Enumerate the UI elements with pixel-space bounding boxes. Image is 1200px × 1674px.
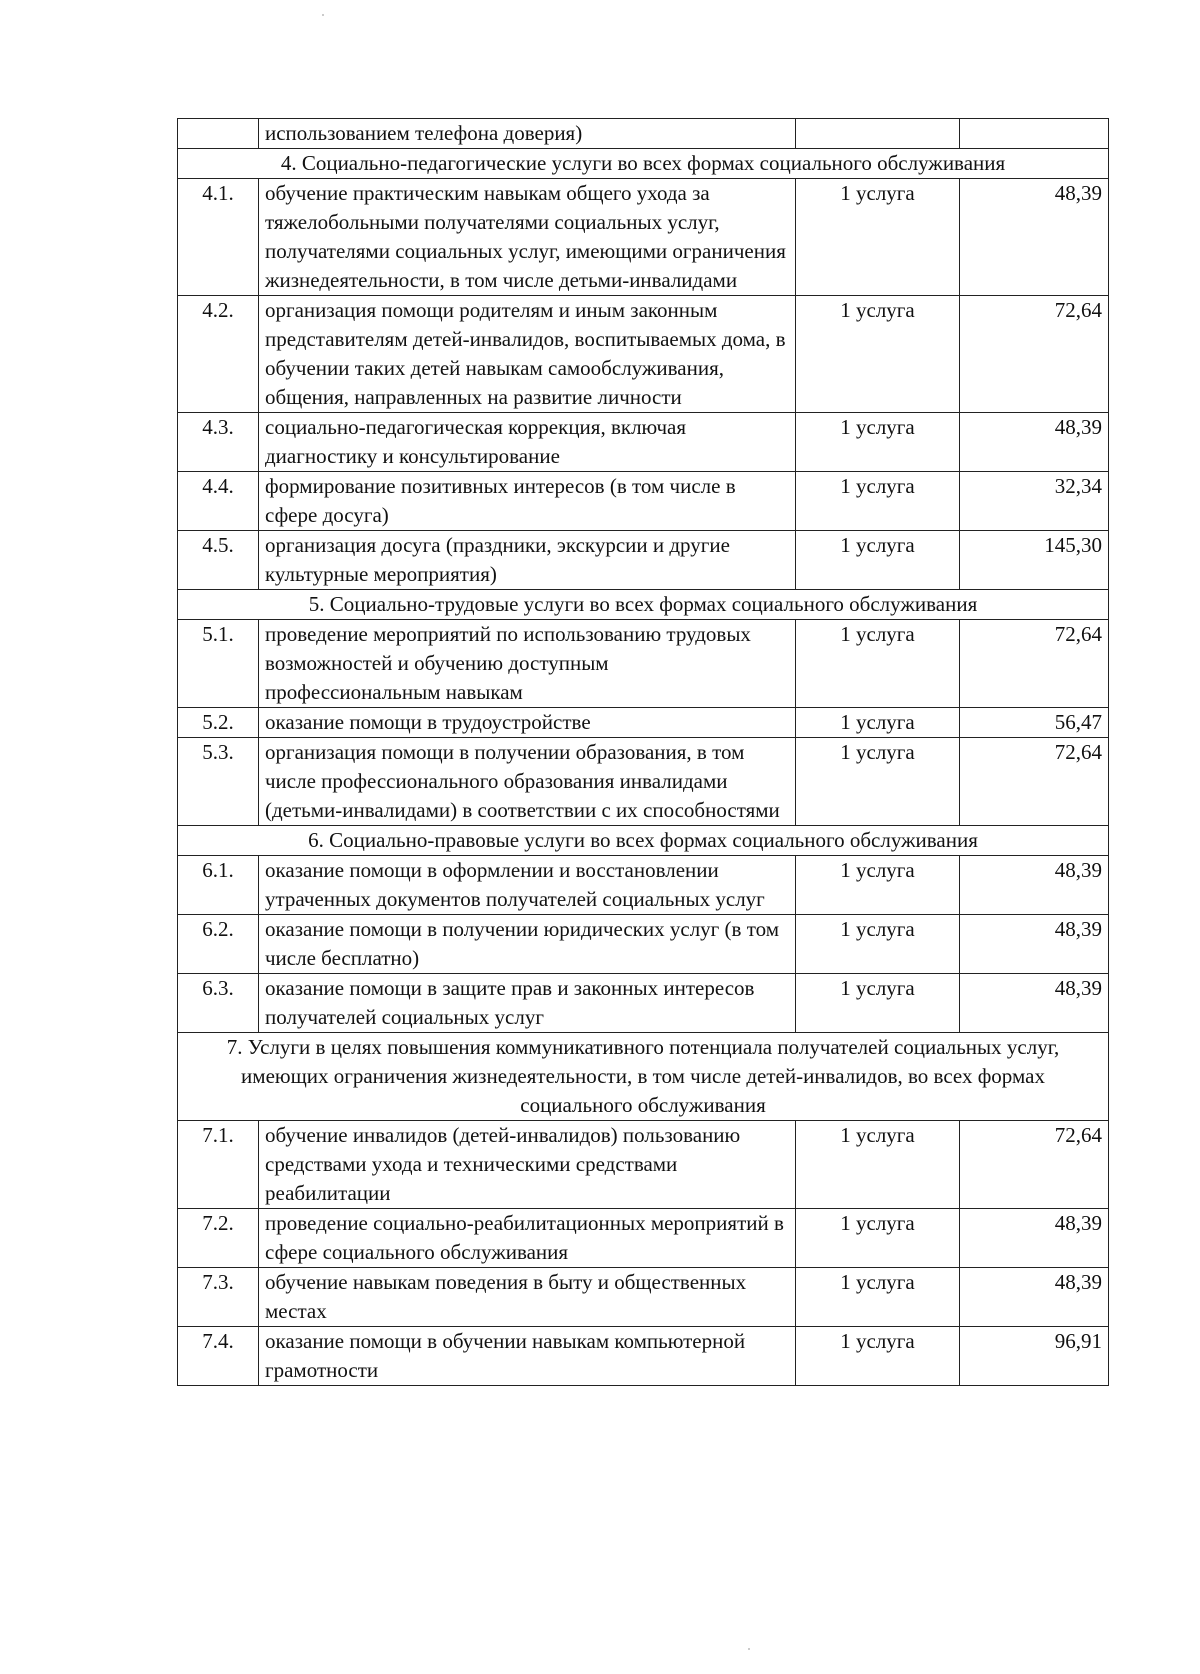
service-number: 4.2. (178, 296, 259, 413)
section-title: 7. Услуги в целях повышения коммуникативного потенциала получателей социальных услуг, имеющих ограничения жизнедеятельности, в том числе детей-инвалидов, во всех формах социального обслуживания (178, 1033, 1109, 1121)
service-name: организация досуга (праздники, экскурсии и другие культурные мероприятия) (259, 531, 796, 590)
service-price: 56,47 (960, 708, 1109, 738)
service-unit: 1 услуга (796, 179, 960, 296)
section-title: 4. Социально-педагогические услуги во всех формах социального обслуживания (178, 149, 1109, 179)
service-name: оказание помощи в получении юридических услуг (в том числе бесплатно) (259, 915, 796, 974)
service-row (178, 413, 1109, 472)
service-number: 7.3. (178, 1268, 259, 1327)
service-unit: 1 услуга (796, 620, 960, 708)
service-row (178, 856, 1109, 915)
section-header-row (178, 826, 1109, 856)
service-name: обучение практическим навыкам общего ухода за тяжелобольными получателями социальных услуг, получателями социальных услуг, имеющими ограничения жизнедеятельности, в том числе детьми-инвалидами (259, 179, 796, 296)
service-row (178, 472, 1109, 531)
service-name: организация помощи родителям и иным законным представителям детей-инвалидов, воспитываемых дома, в обучении таких детей навыкам самообслуживания, общения, направленных на развитие личности (259, 296, 796, 413)
service-row (178, 179, 1109, 296)
service-unit: 1 услуга (796, 472, 960, 531)
service-number: 6.2. (178, 915, 259, 974)
service-price: 145,30 (960, 531, 1109, 590)
service-name: социально-педагогическая коррекция, включая диагностику и консультирование (259, 413, 796, 472)
service-name: обучение инвалидов (детей-инвалидов) пользованию средствами ухода и техническими средствами реабилитации (259, 1121, 796, 1209)
service-price: 72,64 (960, 620, 1109, 708)
service-price: 48,39 (960, 974, 1109, 1033)
scan-speck (748, 1648, 750, 1650)
service-row (178, 738, 1109, 826)
service-unit: 1 услуга (796, 531, 960, 590)
service-unit: 1 услуга (796, 1121, 960, 1209)
service-unit: 1 услуга (796, 1327, 960, 1386)
services-table (177, 118, 1109, 1386)
service-name: проведение социально-реабилитационных мероприятий в сфере социального обслуживания (259, 1209, 796, 1268)
service-row (178, 1268, 1109, 1327)
service-unit (796, 119, 960, 149)
service-unit: 1 услуга (796, 915, 960, 974)
service-price: 48,39 (960, 1268, 1109, 1327)
service-name: организация помощи в получении образования, в том числе профессионального образования инвалидами (детьми-инвалидами) в соответствии с их способностями (259, 738, 796, 826)
service-unit: 1 услуга (796, 413, 960, 472)
section-title: 6. Социально-правовые услуги во всех формах социального обслуживания (178, 826, 1109, 856)
service-number: 4.3. (178, 413, 259, 472)
service-name: оказание помощи в трудоустройстве (259, 708, 796, 738)
service-number: 5.3. (178, 738, 259, 826)
service-row (178, 296, 1109, 413)
service-price: 32,34 (960, 472, 1109, 531)
service-row (178, 531, 1109, 590)
service-unit: 1 услуга (796, 708, 960, 738)
service-price: 48,39 (960, 413, 1109, 472)
services-table-body (178, 119, 1109, 1386)
service-number: 4.1. (178, 179, 259, 296)
scan-speck (322, 14, 324, 16)
service-price: 72,64 (960, 296, 1109, 413)
service-unit: 1 услуга (796, 974, 960, 1033)
service-name: проведение мероприятий по использованию трудовых возможностей и обучению доступным профессиональным навыкам (259, 620, 796, 708)
service-unit: 1 услуга (796, 296, 960, 413)
service-row (178, 1209, 1109, 1268)
service-unit: 1 услуга (796, 856, 960, 915)
section-header-row (178, 1033, 1109, 1121)
service-price (960, 119, 1109, 149)
service-row (178, 119, 1109, 149)
section-header-row (178, 590, 1109, 620)
service-price: 72,64 (960, 1121, 1109, 1209)
service-row (178, 915, 1109, 974)
section-title: 5. Социально-трудовые услуги во всех формах социального обслуживания (178, 590, 1109, 620)
service-number: 6.1. (178, 856, 259, 915)
service-price: 48,39 (960, 915, 1109, 974)
service-row (178, 974, 1109, 1033)
service-name: обучение навыкам поведения в быту и общественных местах (259, 1268, 796, 1327)
service-name: оказание помощи в обучении навыкам компьютерной грамотности (259, 1327, 796, 1386)
service-row (178, 708, 1109, 738)
service-row (178, 1327, 1109, 1386)
section-header-row (178, 149, 1109, 179)
service-number: 6.3. (178, 974, 259, 1033)
service-unit: 1 услуга (796, 738, 960, 826)
service-unit: 1 услуга (796, 1268, 960, 1327)
service-number: 5.1. (178, 620, 259, 708)
service-number: 4.4. (178, 472, 259, 531)
service-price: 48,39 (960, 856, 1109, 915)
service-number: 7.1. (178, 1121, 259, 1209)
service-price: 96,91 (960, 1327, 1109, 1386)
service-row (178, 620, 1109, 708)
service-number (178, 119, 259, 149)
service-price: 48,39 (960, 1209, 1109, 1268)
service-number: 4.5. (178, 531, 259, 590)
service-price: 48,39 (960, 179, 1109, 296)
service-name: оказание помощи в защите прав и законных интересов получателей социальных услуг (259, 974, 796, 1033)
service-number: 7.4. (178, 1327, 259, 1386)
service-number: 7.2. (178, 1209, 259, 1268)
service-name: формирование позитивных интересов (в том числе в сфере досуга) (259, 472, 796, 531)
service-unit: 1 услуга (796, 1209, 960, 1268)
service-row (178, 1121, 1109, 1209)
service-price: 72,64 (960, 738, 1109, 826)
service-number: 5.2. (178, 708, 259, 738)
service-name: оказание помощи в оформлении и восстановлении утраченных документов получателей социальных услуг (259, 856, 796, 915)
service-name: использованием телефона доверия) (259, 119, 796, 149)
